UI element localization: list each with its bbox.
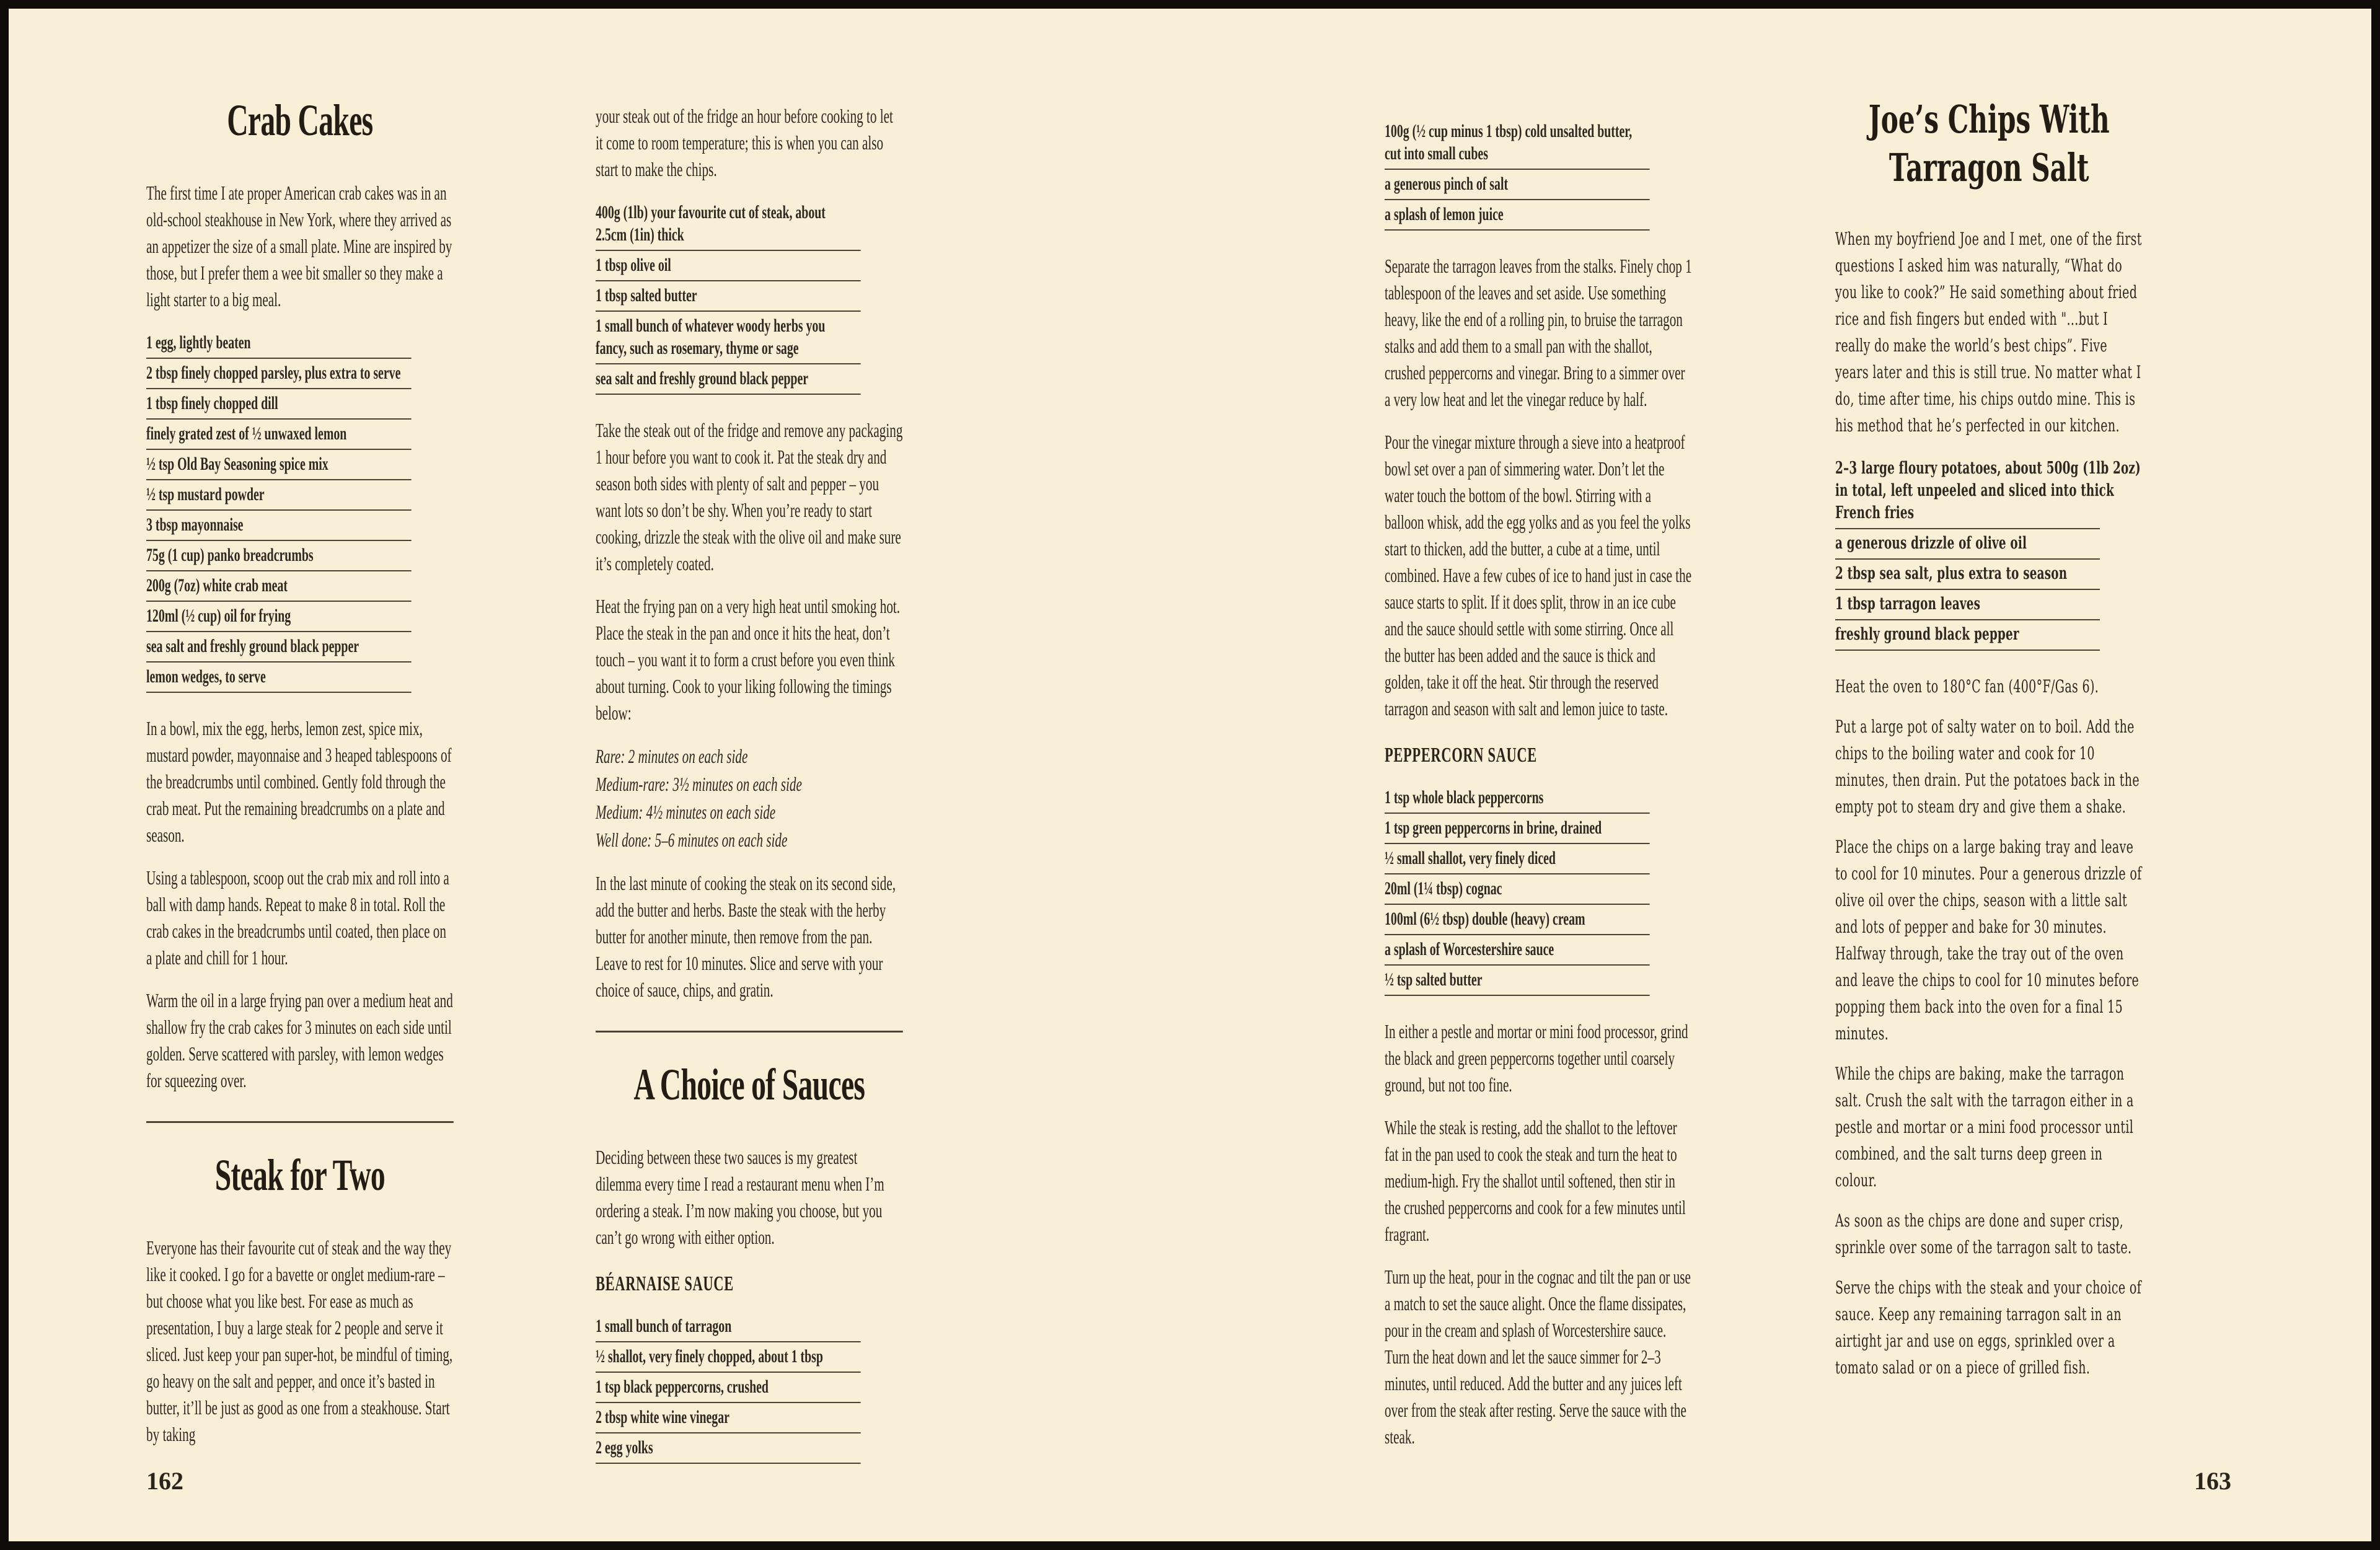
ingredient-item: [146, 544, 412, 571]
ingredient-item: [1835, 623, 2100, 651]
ingredient-line: ½ tsp salted butter: [1385, 969, 1483, 990]
timing-line: Rare: 2 minutes on each side: [596, 745, 748, 767]
recipe-paragraph: Heat the oven to 180°C fan (400°F/Gas 6).: [1835, 676, 2099, 697]
recipe-paragraph: Using a tablespoon, scoop out the crab mix and roll into a ball with damp hands. Repeat to make 8 in total. Roll the crab cakes in the breadcrumbs until coated, then place on a plate and chill for 1 hour.: [146, 866, 449, 969]
ingredient-line: 1 small bunch of tarragon: [596, 1316, 732, 1336]
section-divider: [596, 1031, 903, 1033]
ingredient-line: 100g (½ cup minus 1 tbsp) cold unsalted butter,: [1385, 121, 1633, 141]
ingredient-line: 1 tbsp finely chopped dill: [146, 393, 278, 413]
page-number-right: 163: [2194, 1467, 2231, 1495]
ingredient-item: [1385, 847, 1650, 874]
ingredient-item: [596, 201, 861, 251]
ingredient-line: a splash of lemon juice: [1385, 204, 1504, 224]
ingredient-item: [146, 514, 412, 541]
ingredient-line: a generous drizzle of olive oil: [1835, 534, 2027, 553]
ingredient-item: [146, 666, 412, 693]
ingredient-line: fancy, such as rosemary, thyme or sage: [596, 338, 799, 358]
recipe-title-line: Joe’s Chips With: [1868, 97, 2110, 142]
ingredient-line: 2–3 large floury potatoes, about 500g (1lb 2oz): [1835, 459, 2141, 478]
ingredient-line: 120ml (½ cup) oil for frying: [146, 605, 291, 626]
ingredient-list: [596, 1315, 903, 1464]
ingredient-line: 3 tbsp mayonnaise: [146, 514, 244, 535]
page-number-left: 162: [146, 1467, 183, 1495]
ingredient-line: ½ tsp mustard powder: [146, 484, 265, 504]
recipe-paragraph: While the steak is resting, add the shallot to the leftover fat in the pan used to cook the steak and turn the heat to medium-high. Fry the shallot until softened, then stir in the crushed peppercorns and cook for a few minutes until fragrant.: [1385, 1116, 1686, 1245]
recipe-paragraph: Pour the vinegar mixture through a sieve into a heatproof bowl set over a pan of simmering water. Don’t let the water touch the bottom of the bowl. Stirring with a balloon whisk, add the egg yolks and as you feel the yolks start to thicken, add the butter, a cube at a time, until combined. Have a few cubes of ice to hand just in case the sauce starts to split. If it does split, throw in an ice cube and the sauce should settle with some stirring. Once all the butter has been added and the sauce is thick and golden, take it off the heat. Stir through the reserved tarragon and season with salt and lemon juice to taste.: [1385, 431, 1692, 720]
ingredient-line: ½ tsp Old Bay Seasoning spice mix: [146, 454, 328, 474]
ingredient-item: [1385, 969, 1650, 996]
ingredient-list: [1385, 786, 1692, 996]
ingredient-line: 1 small bunch of whatever woody herbs you: [596, 315, 826, 336]
recipe-paragraph: Serve the chips with the steak and your choice of sauce. Keep any remaining tarragon salt in an airtight jar and use on eggs, sprinkled over a tomato salad or on a piece of grilled fish.: [1835, 1277, 2142, 1378]
ingredient-line: 1 egg, lightly beaten: [146, 332, 251, 353]
ingredient-item: [1385, 203, 1650, 231]
ingredient-list: [146, 332, 454, 693]
sauce-subheading: BÉARNAISE SAUCE: [596, 1272, 734, 1295]
recipe-paragraph: Place the chips on a large baking tray and leave to cool for 10 minutes. Pour a generous drizzle of olive oil over the chips, season with a little salt and lots of pepper and bake for 30 minutes. Halfway through, take the tray out of the oven and leave the chips to cool for 10 minutes before popping them back into the oven for a final 15 minutes.: [1835, 837, 2142, 1044]
recipe-column-steak-and-sauces: [596, 103, 903, 1486]
ingredient-line: 400g (1lb) your favourite cut of steak, about: [596, 202, 826, 222]
ingredient-line: 100ml (6½ tbsp) double (heavy) cream: [1385, 909, 1585, 929]
ingredient-item: [1385, 908, 1650, 935]
ingredient-item: [596, 284, 861, 312]
steak-timings: [596, 742, 903, 854]
recipe-paragraph: Separate the tarragon leaves from the stalks. Finely chop 1 tablespoon of the leaves and set aside. Use something heavy, like the end of a rolling pin, to bruise the tarragon stalks and add them to a small pan with the shallot, crushed peppercorns and vinegar. Bring to a simmer over a very low heat and let the vinegar reduce by half.: [1385, 255, 1692, 410]
ingredient-item: [596, 368, 861, 395]
ingredient-line: 2 tbsp finely chopped parsley, plus extra to serve: [146, 363, 401, 383]
ingredient-line: 1 tsp black peppercorns, crushed: [596, 1376, 769, 1397]
ingredient-item: [146, 635, 412, 663]
ingredient-line: lemon wedges, to serve: [146, 666, 266, 687]
recipe-paragraph: When my boyfriend Joe and I met, one of the first questions I asked him was naturally, “What do you like to cook?” He said something about fried rice and fish fingers but ended with "...but I really do make the world’s best chips”. Five years later and this is still true. No matter what I do, time after time, his chips outdo mine. This is his method that he’s perfected in our kitchen.: [1835, 229, 2142, 436]
ingredient-item: [596, 1345, 861, 1373]
recipe-paragraph: While the chips are baking, make the tarragon salt. Crush the salt with the tarragon either in a pestle and mortar or a mini food processor until combined, and the salt turns deep green in colour.: [1835, 1063, 2134, 1191]
recipe-paragraph: Turn up the heat, pour in the cognac and tilt the pan or use a match to set the sauce alight. Once the flame dissipates, pour in the cream and splash of Worcestershire sauce. Turn the heat down and let the sauce simmer for 2–3 minutes, until reduced. Add the butter and any juices left over from the steak after resting. Serve the sauce with the steak.: [1385, 1266, 1691, 1448]
ingredient-item: [146, 605, 412, 632]
sauce-subheading: PEPPERCORN SAUCE: [1385, 744, 1537, 767]
ingredient-item: [596, 1406, 861, 1433]
ingredient-line: 2.5cm (1in) thick: [596, 224, 684, 245]
recipe-column-crab-cakes: [146, 95, 454, 1464]
recipe-paragraph: The first time I ate proper American crab cakes was in an old-school steakhouse in New York, where they arrived as an appetizer the size of a small plate. Mine are inspired by those, but I prefer them a wee bit smaller so they make a light starter to a big meal.: [146, 182, 452, 310]
ingredient-item: [1385, 173, 1650, 200]
recipe-title: [146, 1150, 454, 1200]
ingredient-item: [1385, 120, 1650, 170]
ingredient-item: [1835, 593, 2100, 620]
recipe-paragraph: In a bowl, mix the egg, herbs, lemon zest, spice mix, mustard powder, mayonnaise and 3 heaped tablespoons of the breadcrumbs until combined. Gently fold through the crab meat. Put the remaining breadcrumbs on a plate and season.: [146, 717, 452, 846]
ingredient-line: in total, left unpeeled and sliced into thick: [1835, 481, 2114, 500]
ingredient-line: 75g (1 cup) panko breadcrumbs: [146, 545, 314, 565]
ingredient-list: [1385, 120, 1692, 231]
ingredient-item: [1835, 457, 2141, 529]
ingredient-line: 2 tbsp white wine vinegar: [596, 1407, 729, 1427]
ingredient-line: sea salt and freshly ground black pepper: [146, 636, 359, 656]
recipe-paragraph: Take the steak out of the fridge and remove any packaging 1 hour before you want to cook it. Pat the steak dry and season both sides with plenty of salt and pepper – you want lots so don’t be shy. When you’re ready to start cooking, drizzle the steak with the olive oil and make sure it’s completely coated.: [596, 419, 903, 575]
ingredient-item: [596, 254, 861, 281]
recipe-paragraph: Deciding between these two sauces is my greatest dilemma every time I read a restaurant menu when I’m ordering a steak. I’m now making you choose, but you can’t go wrong with either option.: [596, 1146, 884, 1248]
timing-line: Medium: 4½ minutes on each side: [596, 801, 776, 823]
recipe-paragraph: Put a large pot of salty water on to boil. Add the chips to the boiling water and cook for 10 minutes, then drain. Put the potatoes back in the empty pot to steam dry and give them a shake.: [1835, 716, 2140, 817]
recipe-column-joes-chips: [1835, 95, 2143, 1394]
recipe-paragraph: In either a pestle and mortar or mini food processor, grind the black and green peppercorns together until coarsely ground, but not too fine.: [1385, 1020, 1688, 1096]
ingredient-line: 1 tsp whole black peppercorns: [1385, 787, 1544, 808]
recipe-title-line: Crab Cakes: [227, 95, 373, 145]
timing-line: Well done: 5–6 minutes on each side: [596, 829, 788, 851]
ingredient-item: [146, 362, 412, 389]
ingredient-list: [596, 201, 903, 395]
ingredient-item: [146, 423, 412, 450]
ingredient-item: [146, 332, 412, 359]
ingredient-line: 2 tbsp sea salt, plus extra to season: [1835, 564, 2068, 583]
recipe-title-line: Tarragon Salt: [1889, 145, 2089, 190]
ingredient-item: [146, 392, 412, 420]
ingredient-item: [1385, 817, 1650, 844]
ingredient-line: cut into small cubes: [1385, 143, 1488, 164]
ingredient-item: [596, 1376, 861, 1403]
ingredient-line: ½ small shallot, very finely diced: [1385, 848, 1556, 868]
ingredient-item: [1835, 532, 2100, 560]
ingredient-line: ½ shallot, very finely chopped, about 1 tbsp: [596, 1346, 823, 1367]
ingredient-line: sea salt and freshly ground black pepper: [596, 368, 809, 389]
recipe-paragraph: Everyone has their favourite cut of steak and the way they like it cooked. I go for a bavette or onglet medium-rare – but choose what you like best. For ease as much as presentation, I buy a large steak for 2 people and serve it sliced. Just keep your pan super-hot, be mindful of timing, go heavy on the salt and pepper, and once it’s basted in butter, it’ll be just as good as one from a steakhouse. Start by taking: [146, 1236, 453, 1445]
recipe-title: [146, 95, 454, 145]
ingredient-item: [1385, 786, 1650, 814]
ingredient-line: finely grated zest of ½ unwaxed lemon: [146, 423, 347, 444]
ingredient-line: 200g (7oz) white crab meat: [146, 575, 288, 596]
recipe-title-line: A Choice of Sauces: [633, 1060, 865, 1109]
recipe-paragraph: As soon as the chips are done and super crisp, sprinkle over some of the tarragon salt to taste.: [1835, 1210, 2132, 1257]
ingredient-item: [596, 1437, 861, 1464]
ingredient-line: French fries: [1835, 503, 1915, 522]
ingredient-item: [146, 483, 412, 511]
recipe-paragraph: In the last minute of cooking the steak on its second side, add the butter and herbs. Baste the steak with the herby butter for another minute, then remove from the pan. Leave to rest for 10 minutes. Slice and serve with your choice of sauce, chips, and gratin.: [596, 872, 896, 1001]
ingredient-item: [146, 453, 412, 480]
recipe-title: [1835, 95, 2143, 192]
section-divider: [146, 1121, 454, 1123]
ingredient-line: 20ml (1¼ tbsp) cognac: [1385, 878, 1502, 899]
ingredient-line: a generous pinch of salt: [1385, 174, 1509, 194]
ingredient-item: [596, 1315, 861, 1342]
recipe-paragraph: Warm the oil in a large frying pan over a medium heat and shallow fry the crab cakes for 3 minutes on each side until golden. Serve scattered with parsley, with lemon wedges for squeezing over.: [146, 989, 453, 1091]
ingredient-item: [1385, 878, 1650, 905]
ingredient-line: freshly ground black pepper: [1835, 625, 2019, 644]
ingredient-item: [1385, 938, 1650, 966]
timing-line: Medium-rare: 3½ minutes on each side: [596, 773, 802, 795]
ingredient-line: a splash of Worcestershire sauce: [1385, 939, 1554, 959]
recipe-title-line: Steak for Two: [214, 1150, 386, 1200]
ingredient-line: 1 tbsp tarragon leaves: [1835, 594, 1981, 614]
ingredient-item: [596, 315, 861, 364]
ingredient-line: 2 egg yolks: [596, 1437, 653, 1458]
ingredient-list: [1835, 457, 2143, 651]
recipe-title: [596, 1060, 903, 1109]
ingredient-line: 1 tbsp olive oil: [596, 255, 671, 275]
ingredient-item: [1835, 563, 2100, 590]
recipe-paragraph: Heat the frying pan on a very high heat until smoking hot. Place the steak in the pan and once it hits the heat, don’t touch – you want it to form a crust before you even think about turning. Cook to your liking following the timings below:: [596, 595, 901, 724]
recipe-column-sauces-continued: [1385, 102, 1692, 1466]
ingredient-line: 1 tbsp salted butter: [596, 285, 697, 306]
ingredient-line: 1 tsp green peppercorns in brine, drained: [1385, 817, 1602, 838]
recipe-paragraph: your steak out of the fridge an hour before cooking to let it come to room temperature; this is when you can also start to make the chips.: [596, 105, 893, 180]
ingredient-item: [146, 575, 412, 602]
